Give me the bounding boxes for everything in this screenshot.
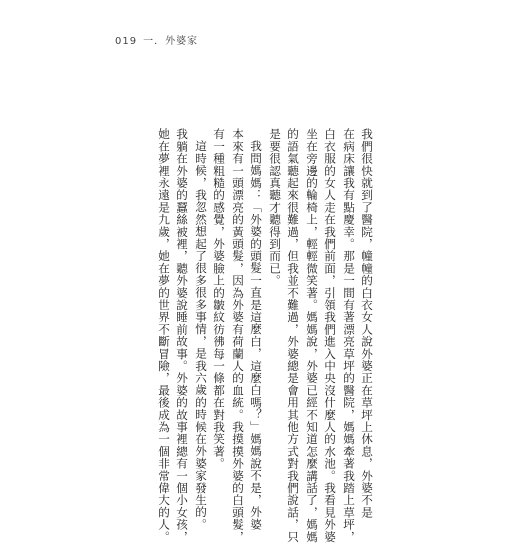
text-column: 是要很認真聽才聽得到而已。 [268, 128, 282, 287]
text-column: 坐在旁邊的輪椅上，輕輕微笑著。媽媽說，外婆已經不知道怎麼講話了，媽媽 [305, 128, 319, 543]
text-column: 她在夢裡永遠是九歲，她在夢的世界不斷冒險，最後成為一個非常偉大的人。 [157, 128, 171, 543]
text-column: 有一種粗糙的感覺，外婆臉上的皺紋彷彿每一條都在對我笑著。 [212, 128, 226, 470]
chapter-title: 一．外婆家 [143, 36, 199, 47]
page-number: 019 [115, 36, 138, 47]
text-column: 白衣服的女人走在我們前面，引領我們進入中央沒什麼人的水池。我看見外婆 [323, 128, 337, 543]
text-column: 本來有一頭漂亮的黃頭髮，因為外婆有荷蘭人的血統。我摸摸外婆的白頭髮， [231, 128, 245, 543]
text-column: 的語氣聽起來很難過，但我並不難過，外婆總是會用其他方式對我們說話，只 [286, 128, 300, 543]
text-column: 我問媽媽：「外婆的頭髮一直是這麼白，這麼白嗎？」媽媽說不是，外婆 [249, 140, 263, 531]
text-column: 這時候，我忽然想起了很多很多事情，是我六歲的時候在外婆家發生的。 [194, 140, 208, 531]
text-column: 我躺在外婆的蠶絲被裡，聽外婆說睡前故事。外婆的故事裡總有一個小女孩， [175, 128, 189, 543]
running-header [115, 32, 198, 47]
text-column: 在病床讓我有點慶幸。那是一間有著漂亮草坪的醫院，媽媽牽著我踏上草坪， [342, 128, 356, 543]
text-column: 我們很快就到了醫院，幢幢的白衣女人說外婆正在草坪上休息，外婆不是 [360, 128, 374, 519]
